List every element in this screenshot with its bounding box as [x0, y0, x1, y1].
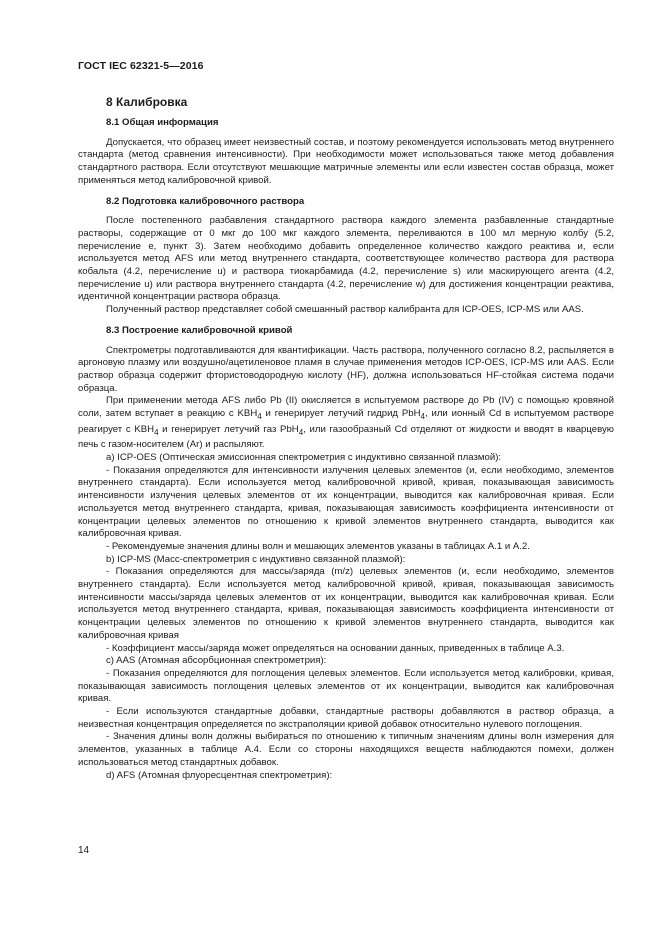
paragraph: Спектрометры подготавливаются для квантификации. Часть раствора, полученного согласно 8.2, распыляется в аргоновую плазму или воздушно/ацетиленовое пламя в случае применения методов ICP-OES, ICP-MS или AAS. Если раствор образца содержит фтористоводородную кислоту (HF), должна использоваться HF-стойкая система подачи образца.	[78, 344, 614, 394]
paragraph: Допускается, что образец имеет неизвестный состав, и поэтому рекомендуется использовать метод внутреннего стандарта (метод сравнения интенсивности). При необходимости может использоваться также метод добавления стандартного раствора. Если отсутствуют мешающие матричные элементы или если известен состав образца, может применяться метод калибровочной кривой.	[78, 136, 614, 186]
paragraph: - Значения длины волн должны выбираться по отношению к типичным значениям длины волн измерения для элементов, указанных в таблице А.4. Если со стороны находящихся веществ наблюдаются помехи, должен использоваться метод стандартных добавок.	[78, 731, 614, 768]
subscript: 4	[257, 411, 262, 421]
section-title: 8 Калибровка	[106, 95, 188, 109]
subscript: 4	[420, 411, 425, 421]
subsection-title-8-3: 8.3 Построение калибровочной кривой	[106, 324, 293, 336]
page-number: 14	[78, 845, 90, 856]
running-header: ГОСТ IEC 62321-5—2016	[78, 60, 204, 72]
text-run: и генерирует летучий газ PbH	[158, 423, 299, 435]
subsection-title-8-1: 8.1 Общая информация	[106, 117, 219, 128]
paragraph: - Показания определяются для массы/заряда (m/z) целевых элементов (и, если необходимо, элементов внутреннего стандарта). Если используется метод калибровочной кривой, кривая, показывающая зависимость интенсивности массы/заряда целевых элементов от их концентрации, выводится как калибровочная кривая. Если используется метод внутреннего стандарта, кривая, показывающая зависимость коэффициента интенсивности от концентрации целевых элементов по отношению к кривой элементов внутреннего стандарта, выводится как калибровочная кривая	[78, 566, 614, 641]
text-run: При применении метода AFS либо Pb (II) окисляется в испытуемом растворе до Pb (IV) с помощью кровяной соли, затем вступает в реакцию с KBH	[78, 395, 614, 420]
list-item-b-title: b) ICP-MS (Масс-спектрометрия с индуктивно связанной плазмой):	[106, 553, 406, 565]
paragraph: - Показания определяются для поглощения целевых элементов. Если используется метод калибровки, кривая, показывающая зависимость поглощения целевых элементов от их концентрации, выводится как калибровочная кривая.	[78, 667, 614, 705]
text-run: и генерирует летучий гидрид PbH	[261, 408, 421, 420]
text-run: , или газообразный Cd отделяют от жидкости и вводят в кварцевую печь с газом-носителем (Ar) и распыляют.	[78, 423, 614, 451]
paragraph: - Коэффициент массы/заряда может определяться на основании данных, приведенных в таблице А.3.	[106, 642, 565, 654]
list-item-a-title: a) ICP-OES (Оптическая эмиссионная спектрометрия с индуктивно связанной плазмой):	[106, 451, 502, 463]
list-item-d-title: d) AFS (Атомная флуоресцентная спектрометрия):	[106, 769, 333, 781]
subsection-title-8-2: 8.2 Подготовка калибровочного раствора	[106, 195, 305, 207]
subscript: 4	[298, 427, 304, 437]
list-item-c-title: c) AAS (Атомная абсорбционная спектрометрия):	[106, 655, 327, 667]
text-run: , или ионный Cd в испытуемом растворе реагирует с KBH	[78, 408, 614, 435]
paragraph: - Рекомендуемые значения длины волн и мешающих элементов указаны в таблицах А.1 и А.2.	[106, 540, 530, 552]
paragraph: - Показания определяются для интенсивности излучения целевых элементов (и, если необходимо, элементов внутреннего стандарта). Если используется метод калибровочной кривой, кривая, показывающая зависимость интенсивности излучения целевых элементов от их концентрации, выводится как калибровочная кривая. Если используется метод внутреннего стандарта, кривая, показывающая зависимость коэффициента интенсивности от концентрации целевых элементов по отношению к кривой элементов внутреннего стандарта, выводится как калибровочная кривая.	[78, 464, 614, 540]
paragraph: Полученный раствор представляет собой смешанный раствор калибранта для ICP-OES, ICP-MS или AAS.	[106, 304, 584, 316]
paragraph-afs-reaction	[78, 395, 614, 452]
paragraph: После постепенного разбавления стандартного раствора каждого элемента разбавленные стандартные растворы, содержащие от 0 мкг до 100 мкг каждого элемента, переливаются в 100 мл мерную колбу (5.2, перечисление е, пункт 3). Затем необходимо добавить определенное количество каждого реактива и, если используется метод AFS или метод внутреннего стандарта, соответствующее количество раствора для раствора кобальта (4.2, перечисление u) и раствора тиокарбамида (4.2, перечисление s) или маскирующего агента (4.2, перечисление u) или раствора внутреннего стандарта (4.2, перечисление w) для достижения концентрации реактива, идентичной концентрации раствора образца.	[78, 215, 614, 303]
paragraph: - Если используются стандартные добавки, стандартные растворы добавляются в раствор образца, а неизвестная концентрация определяется по экстраполяции кривой добавок относительно нулевого поглощения.	[78, 706, 614, 730]
page-content	[78, 95, 614, 782]
subscript: 4	[154, 427, 159, 437]
